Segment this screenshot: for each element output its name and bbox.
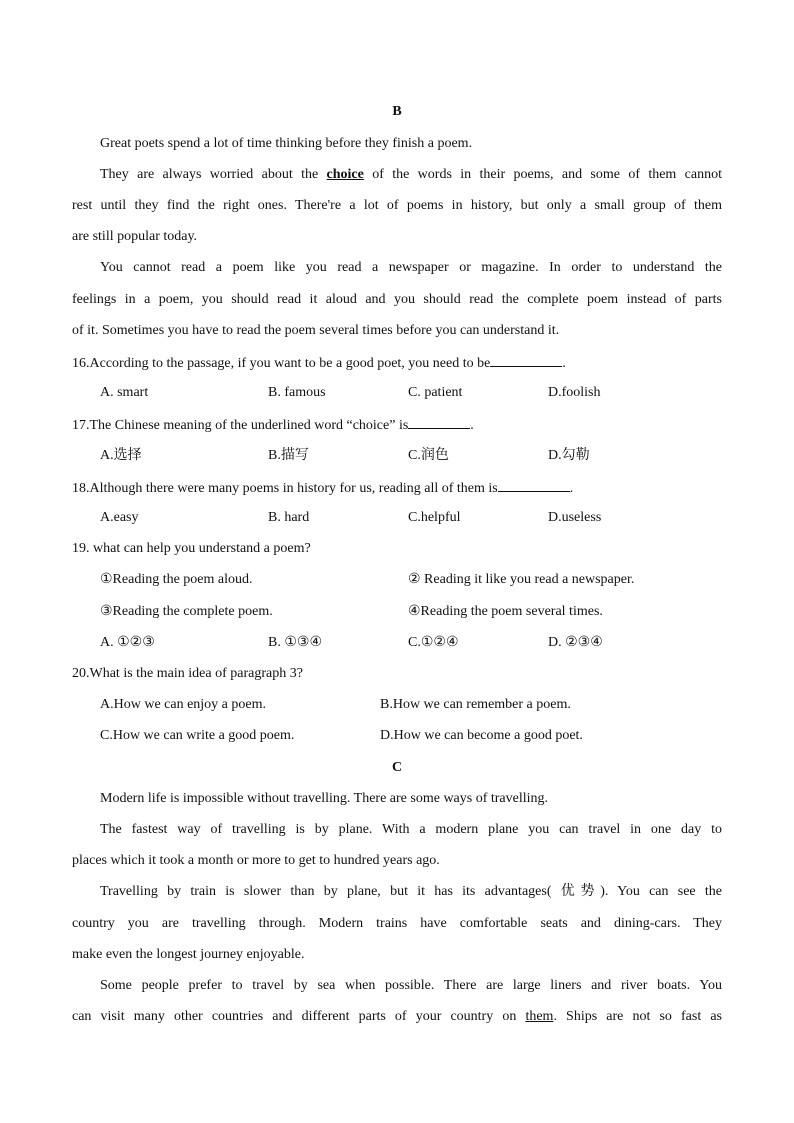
question-18-stem [72, 477, 722, 499]
question-text: 17.The Chinese meaning of the underlined word “choice” is [72, 418, 409, 433]
passage-b-paragraph-3-line-1: You cannot read a poem like you read a newspaper or magazine. In order to understand the [100, 260, 722, 275]
question-end: . [569, 481, 574, 496]
question-19-stem: 19. what can help you understand a poem? [72, 541, 311, 556]
passage-b-paragraph-3-line-3: of it. Sometimes you have to read the poem several times before you can understand it. [72, 323, 560, 338]
passage-c-paragraph-2-line-1: The fastest way of travelling is by plane. With a modern plane you can travel in one day to [100, 822, 722, 837]
question-19-statement-4: ④Reading the poem several times. [408, 604, 603, 619]
question-20-option-a[interactable]: A.How we can enjoy a poem. [100, 697, 267, 712]
question-18-option-d[interactable]: D.useless [548, 510, 602, 525]
question-16-option-c[interactable]: C. patient [408, 385, 463, 400]
question-17-stem [72, 414, 722, 436]
text-segment: can visit many other countries and different parts of your country on [72, 1009, 526, 1024]
passage-b-paragraph-3-line-2: feelings in a poem, you should read it aloud and you should read the complete poem instead of parts [72, 292, 722, 307]
answer-blank[interactable] [408, 414, 470, 429]
question-16-stem [72, 352, 722, 374]
question-18-option-b[interactable]: B. hard [268, 510, 310, 525]
passage-b-paragraph-2-line-1 [100, 165, 722, 185]
underlined-word-them: them [525, 1009, 554, 1024]
question-16-option-b[interactable]: B. famous [268, 385, 326, 400]
question-19-option-a[interactable]: A. ①②③ [100, 635, 155, 650]
text-segment: of the words in their poems, and some of them cannot [363, 167, 722, 182]
question-17-option-c[interactable]: C.润色 [408, 448, 449, 463]
question-19-statement-2: ② Reading it like you read a newspaper. [408, 572, 635, 587]
question-20-option-c[interactable]: C.How we can write a good poem. [100, 728, 295, 743]
question-end: . [470, 418, 474, 433]
passage-b-paragraph-1: Great poets spend a lot of time thinking before they finish a poem. [100, 136, 473, 151]
passage-c-paragraph-3-line-3: make even the longest journey enjoyable. [72, 947, 305, 962]
question-16-option-a[interactable]: A. smart [100, 385, 149, 400]
question-19-option-c[interactable]: C.①②④ [408, 635, 459, 650]
question-20-stem: 20.What is the main idea of paragraph 3? [72, 666, 303, 681]
text-segment: . Ships are not so fast as [553, 1009, 722, 1024]
question-17-option-d[interactable]: D.勾勒 [548, 448, 590, 463]
question-19-option-b[interactable]: B. ①③④ [268, 635, 322, 650]
passage-c-paragraph-3-line-2: country you are travelling through. Modern trains have comfortable seats and dining-cars. They [72, 916, 722, 931]
question-18-option-c[interactable]: C.helpful [408, 510, 461, 525]
question-text: 16.According to the passage, if you want to be a good poet, you need to be [72, 356, 491, 371]
question-19-statement-3: ③Reading the complete poem. [100, 604, 273, 619]
question-end: . [562, 356, 566, 371]
question-20-option-b[interactable]: B.How we can remember a poem. [380, 697, 571, 712]
passage-b-paragraph-2-line-3: are still popular today. [72, 229, 198, 244]
answer-blank[interactable] [490, 352, 562, 367]
passage-c-paragraph-1: Modern life is impossible without travelling. There are some ways of travelling. [100, 791, 549, 806]
question-19-option-d[interactable]: D. ②③④ [548, 635, 603, 650]
passage-c-paragraph-4-line-2 [72, 1007, 722, 1027]
answer-blank[interactable] [498, 477, 570, 492]
question-text: 18.Although there were many poems in history for us, reading all of them is [72, 481, 498, 496]
section-c-heading: C [391, 760, 403, 775]
passage-c-paragraph-2-line-2: places which it took a month or more to get to hundred years ago. [72, 853, 440, 868]
question-18-option-a[interactable]: A.easy [100, 510, 139, 525]
passage-c-paragraph-4-line-1: Some people prefer to travel by sea when possible. There are large liners and river boats. You [100, 978, 722, 993]
question-17-option-b[interactable]: B.描写 [268, 448, 309, 463]
text-segment: They are always worried about the [100, 167, 327, 182]
question-16-option-d[interactable]: D.foolish [548, 385, 601, 400]
underlined-word-choice: choice [326, 167, 364, 182]
question-17-option-a[interactable]: A.选择 [100, 448, 142, 463]
passage-b-paragraph-2-line-2: rest until they find the right ones. There're a lot of poems in history, but only a small group of them [72, 198, 722, 213]
section-b-heading: B [392, 104, 402, 119]
passage-c-paragraph-3-line-1: Travelling by train is slower than by plane, but it has its advantages( 优势). You can see the [100, 884, 722, 899]
question-19-statement-1: ①Reading the poem aloud. [100, 572, 253, 587]
question-20-option-d[interactable]: D.How we can become a good poet. [380, 728, 583, 743]
